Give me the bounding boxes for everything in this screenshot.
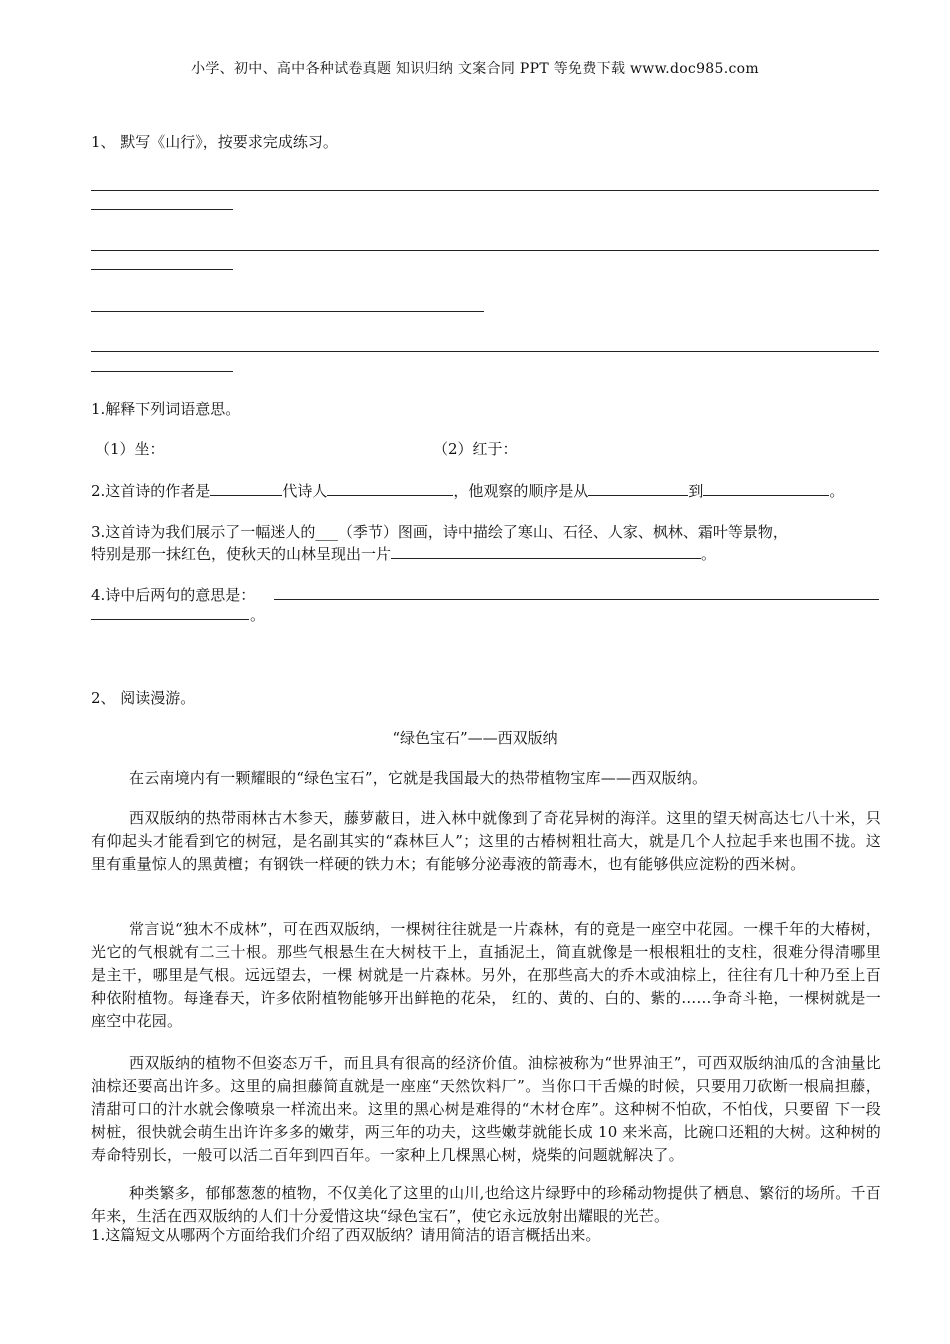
blank-from[interactable]: [588, 480, 688, 496]
blank-poet[interactable]: [327, 480, 453, 496]
answer-line: [91, 311, 484, 312]
question-1-3-line2: [91, 543, 716, 565]
article-paragraph-3: 常言说“独木不成林”，可在西双版纳，一棵树往往就是一片森林，有的竟是一座空中花园。一棵千年的大椿树，光它的气根就有二三十根。那些气根悬生在大树枝干上，直插泥土，简直就像是一根根粗壮的支柱，很难分得清哪里是主干，哪里是气根。远远望去，一棵 树就是一片森林。另外，在那些高大的乔木或油棕上，往往有几十种乃至上百种依附植物。每逢春天，许多依附植物能够开出鲜艳的花朵， 红的、黄的、白的、紫的……争奇斗艳，一棵树就是一座空中花园。: [91, 920, 881, 1030]
q4-period: 。: [250, 606, 266, 624]
answer-line: [91, 269, 233, 270]
q2-text-d: 到: [688, 482, 704, 500]
answer-line: [91, 619, 249, 620]
q3-text-a: 特别是那一抹红色，使秋天的山林呈现出一片: [91, 545, 392, 563]
question-1-4: 4.诗中后两句的意思是：: [91, 586, 256, 604]
q2-text-a: 2.这首诗的作者是: [91, 482, 211, 500]
question-1-1: 1.解释下列词语意思。: [91, 400, 241, 418]
article-paragraph-2: 西双版纳的热带雨林古木参天，藤萝蔽日，进入林中就像到了奇花异树的海洋。这里的望天树高达七八十米，只有仰起头才能看到它的树冠，是名副其实的“森林巨人”；这里的古椿树粗壮高大，就是几个人拉起手来也围不拢。这里有重量惊人的黑黄檀；有钢铁一样硬的铁力木；有能够分泌毒液的箭毒木，也有能够供应淀粉的西米树。: [91, 809, 881, 873]
page-header: 小学、初中、高中各种试卷真题 知识归纳 文案合同 PPT 等免费下载 www.doc985.com: [191, 61, 759, 77]
article-paragraph-1: 在云南境内有一颗耀眼的“绿色宝石”，它就是我国最大的热带植物宝库——西双版纳。: [129, 769, 708, 787]
q2-text-b: 代诗人: [282, 482, 328, 500]
blank-to[interactable]: [703, 480, 829, 496]
answer-line: [91, 351, 879, 352]
blank-scene[interactable]: [391, 543, 701, 559]
answer-line: [91, 250, 879, 251]
blank-dynasty[interactable]: [210, 480, 282, 496]
section1-title: 1、 默写《山行》，按要求完成练习。: [91, 133, 338, 151]
q2-text-e: 。: [829, 482, 845, 500]
article-paragraph-4: 西双版纳的植物不但姿态万千，而且具有很高的经济价值。油棕被称为“世界油王”，可西双版纳油瓜的含油量比油棕还要高出许多。这里的扁担藤简直就是一座座“天然饮料厂”。当你口干舌燥的时候，只要用刀砍断一根扁担藤，清甜可口的汁水就会像喷泉一样流出来。这里的黑心树是难得的“木材仓库”。这种树不怕砍，不怕伐，只要留 下一段树桩，很快就会萌生出许许多多的嫩芽，两三年的功夫，这些嫩芽就能长成 10 来米高，比碗口还粗的大树。这种树的寿命特别长，一般可以活二百年到四百年。一家种上几棵黑心树，烧柴的问题就解决了。: [91, 1054, 881, 1164]
question-1-2: [91, 480, 844, 502]
answer-line: [91, 371, 233, 372]
section2-title: 2、 阅读漫游。: [91, 689, 196, 707]
article-paragraph-5: 种类繁多，郁郁葱葱的植物，不仅美化了这里的山川,也给这片绿野中的珍稀动物提供了栖息、繁衍的场所。千百年来，生活在西双版纳的人们十分爱惜这块“绿色宝石”，使它永远放射出耀眼的光芒。: [91, 1184, 881, 1225]
q2-text-c: ，他观察的顺序是从: [453, 482, 589, 500]
article-title: “绿色宝石”——西双版纳: [392, 729, 558, 747]
answer-line: [91, 209, 233, 210]
q3-text-b: 。: [701, 545, 717, 563]
question-1-3-line1: 3.这首诗为我们展示了一幅迷人的___（季节）图画，诗中描绘了寒山、石径、人家、枫林、霜叶等景物，: [91, 523, 788, 541]
question-2-1: 1.这篇短文从哪两个方面给我们介绍了西双版纳？请用简洁的语言概括出来。: [91, 1226, 601, 1244]
question-1-1-item-2: （2）红于：: [433, 440, 518, 458]
answer-line: [91, 190, 879, 191]
question-1-1-item-1: （1）坐：: [95, 440, 165, 458]
answer-line: [274, 599, 879, 600]
